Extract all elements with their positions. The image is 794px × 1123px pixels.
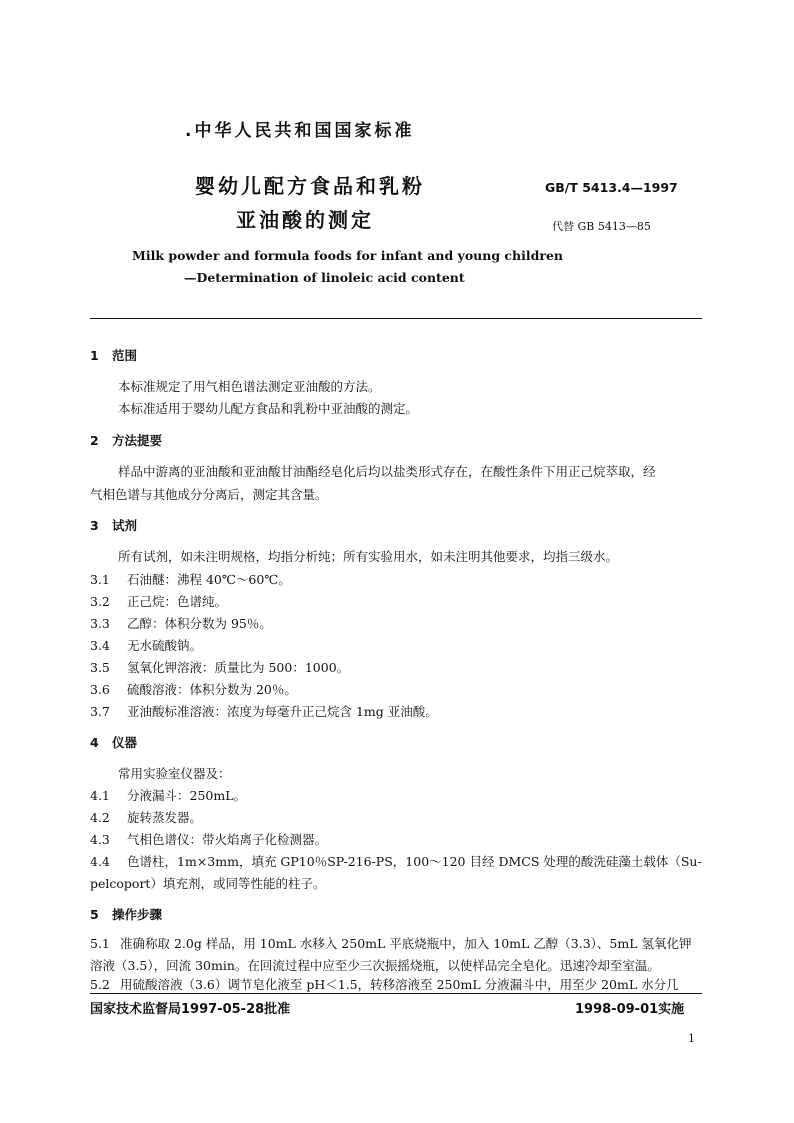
- english-title-line2: —Determination of linoleic acid content: [184, 270, 465, 285]
- approval-date: 国家技术监督局1997-05-28批准: [90, 1002, 291, 1017]
- paragraph: 所有试剂，如未注明规格，均指分析纯；所有实验用水，如未注明其他要求，均指三级水。: [118, 549, 619, 564]
- header-divider: [90, 318, 702, 319]
- item-text: 色谱柱，1m×3mm，填充 GP10％SP-216-PS，100～120 目经 DMCS 处理的酸洗硅藻土载体（Su-: [127, 854, 702, 869]
- item-number: 3.2: [90, 594, 110, 609]
- list-item: [90, 830, 327, 848]
- item-number: 5.1: [90, 936, 110, 951]
- issuing-organization: .中华人民共和国国家标准: [185, 121, 415, 141]
- section-title: 试剂: [112, 518, 138, 533]
- item-text: 无水硫酸钠。: [127, 638, 203, 653]
- section-heading-procedure: [90, 905, 162, 923]
- list-item: [90, 614, 272, 632]
- item-text: 准确称取 2.0g 样品，用 10mL 水移入 250mL 平底烧瓶中，加入 10mL 乙醇（3.3）、5mL 氢氧化钾: [120, 936, 692, 951]
- list-item: [90, 636, 202, 654]
- list-item-continuation: pelcoport）填充剂，或同等性能的柱子。: [90, 876, 326, 891]
- section-title: 范围: [112, 348, 138, 363]
- footer-divider: [90, 993, 702, 994]
- list-item: [90, 786, 246, 804]
- section-title: 方法提要: [112, 433, 163, 448]
- list-item: [90, 680, 297, 698]
- document-title-line2: 亚油酸的测定: [236, 208, 374, 232]
- list-item: [90, 702, 438, 720]
- item-number: 4.2: [90, 810, 110, 825]
- section-number: 1: [90, 348, 99, 363]
- item-text: 用硫酸溶液（3.6）调节皂化液至 pH＜1.5，转移溶液至 250mL 分液漏斗中，用至少 20mL 水分几: [120, 977, 679, 992]
- item-number: 3.1: [90, 572, 110, 587]
- item-number: 4.1: [90, 788, 110, 803]
- paragraph: 常用实验室仪器及：: [118, 766, 231, 781]
- section-number: 2: [90, 433, 99, 448]
- item-number: 3.3: [90, 616, 110, 631]
- section-title: 仪器: [112, 735, 138, 750]
- item-text: 氢氧化钾溶液：质量比为 500：1000。: [127, 660, 350, 675]
- item-number: 4.3: [90, 832, 110, 847]
- item-text: 石油醚：沸程 40℃～60℃。: [127, 572, 291, 587]
- section-heading-apparatus: [90, 733, 137, 751]
- document-title-line1: 婴幼儿配方食品和乳粉: [195, 174, 425, 198]
- list-item: [90, 975, 679, 993]
- paragraph: 样品中游离的亚油酸和亚油酸甘油酯经皂化后均以盐类形式存在，在酸性条件下用正己烷萃取，经: [118, 464, 656, 479]
- paragraph: 本标准适用于婴幼儿配方食品和乳粉中亚油酸的测定。: [118, 401, 419, 416]
- list-item: [90, 570, 291, 588]
- item-number: 5.2: [90, 977, 110, 992]
- item-number: 3.4: [90, 638, 110, 653]
- implementation-date: 1998-09-01实施: [575, 1002, 685, 1017]
- section-number: 3: [90, 518, 99, 533]
- standard-number: GB/T 5413.4—1997: [545, 180, 678, 195]
- paragraph: 本标准规定了用气相色谱法测定亚油酸的方法。: [118, 379, 381, 394]
- section-heading-method-summary: [90, 431, 162, 449]
- item-text: 分液漏斗：250mL。: [127, 788, 247, 803]
- section-number: 4: [90, 735, 99, 750]
- section-heading-scope: [90, 346, 137, 364]
- list-item: [90, 852, 702, 870]
- item-text: 气相色谱仪：带火焰离子化检测器。: [127, 832, 328, 847]
- paragraph-continuation: 气相色谱与其他成分分离后，测定其含量。: [90, 487, 328, 502]
- item-number: 3.6: [90, 682, 110, 697]
- item-text: 旋转蒸发器。: [127, 810, 203, 825]
- page-number: 1: [688, 1032, 695, 1045]
- item-number: 4.4: [90, 854, 110, 869]
- section-number: 5: [90, 907, 99, 922]
- list-item: [90, 592, 227, 610]
- list-item: [90, 658, 349, 676]
- item-number: 3.5: [90, 660, 110, 675]
- list-item: [90, 934, 692, 952]
- section-heading-reagents: [90, 516, 137, 534]
- item-text: 正己烷：色谱纯。: [127, 594, 228, 609]
- list-item: [90, 808, 202, 826]
- list-item-continuation: 溶液（3.5），回流 30min。在回流过程中应至少三次振摇烧瓶，以使样品完全皂化。迅速冷却至室温。: [90, 958, 660, 973]
- item-text: 乙醇：体积分数为 95％。: [127, 616, 272, 631]
- item-number: 3.7: [90, 704, 110, 719]
- item-text: 亚油酸标准溶液：浓度为每毫升正己烷含 1mg 亚油酸。: [127, 704, 438, 719]
- replaces-standard: 代替 GB 5413—85: [552, 220, 651, 233]
- item-text: 硫酸溶液：体积分数为 20％。: [127, 682, 297, 697]
- english-title-line1: Milk powder and formula foods for infant and young children: [132, 248, 563, 263]
- section-title: 操作步骤: [112, 907, 163, 922]
